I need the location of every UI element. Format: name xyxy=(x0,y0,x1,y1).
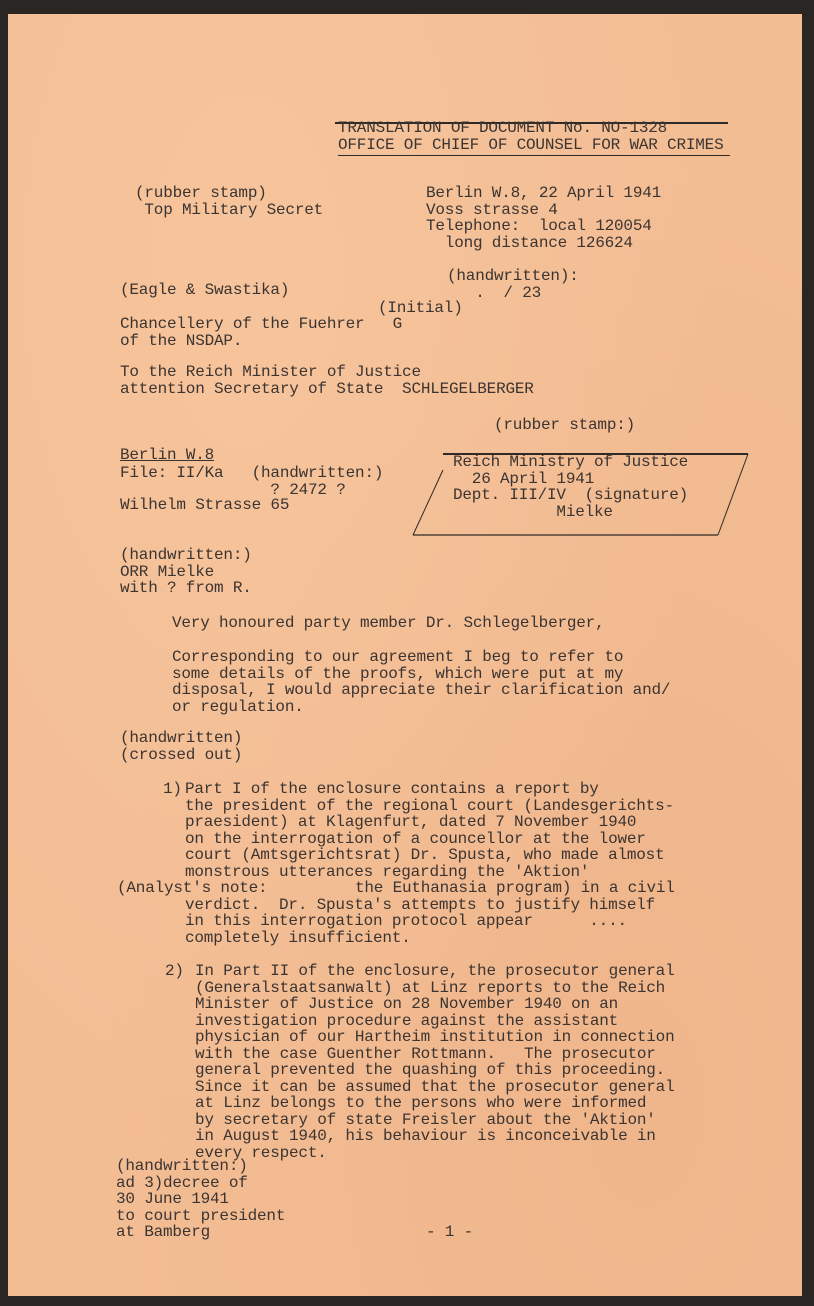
text-line: monstrous utterances regarding the 'Aktion' xyxy=(185,862,590,881)
text-line: TRANSLATION OF DOCUMENT No. NO-1328 xyxy=(338,119,668,137)
text-line: Since it can be assumed that the prosecutor general xyxy=(195,1077,675,1096)
text-line: with ? from R. xyxy=(120,579,252,597)
salutation-text: Very honoured party member Dr. Schlegelberger, xyxy=(172,614,605,632)
document-header xyxy=(338,120,723,153)
page-number-text: - 1 - xyxy=(426,1223,474,1241)
page-number xyxy=(426,1224,473,1241)
text-line: court (Amtsgerichtsrat) Dr. Spusta, who made almost xyxy=(185,846,665,864)
text-line: completely insufficient. xyxy=(185,928,411,947)
text-line: with the case Guenther Rottmann. The prosecutor xyxy=(195,1044,656,1063)
header-rule-bottom xyxy=(338,155,730,156)
text-line: general prevented the quashing of this proceeding. xyxy=(195,1061,666,1079)
text-line: physician of our Hartheim institution in connection xyxy=(195,1028,675,1046)
text-line: attention Secretary of State SCHLEGELBERGER xyxy=(120,379,534,398)
eagle-note xyxy=(120,282,289,299)
text-line: Berlin W.8, 22 April 1941 xyxy=(426,184,662,202)
text-line: (handwritten:) xyxy=(116,1157,248,1175)
text-line: at Linz belongs to the persons who were informed xyxy=(195,1094,647,1112)
text-line: OFFICE OF CHIEF OF COUNSEL FOR WAR CRIMES xyxy=(338,135,724,154)
text-line: in this interrogation protocol appear .... xyxy=(185,912,627,930)
text-line: (handwritten:) xyxy=(120,546,252,564)
analyst-prefix-text: (Analyst's note: xyxy=(117,879,268,897)
text-line: of the NSDAP. xyxy=(120,331,243,350)
recipient-street: Wilhelm Strasse 65 xyxy=(120,495,290,514)
address-block xyxy=(426,185,661,251)
text-line: To the Reich Minister of Justice xyxy=(120,363,421,381)
item-1-text xyxy=(185,781,675,946)
intro-paragraph xyxy=(172,649,670,715)
text-line: investigation procedure against the assistant xyxy=(195,1011,619,1030)
text-line: (rubber stamp) xyxy=(135,184,267,202)
text-line: ? 2472 ? xyxy=(120,480,346,499)
text-line: ad 3)decree of xyxy=(116,1173,248,1192)
text-line: verdict. Dr. Spusta's attempts to justify himself xyxy=(185,895,656,914)
text-line: . / 23 xyxy=(447,283,542,302)
text-line: 26 April 1941 xyxy=(453,469,595,488)
text-line: Minister of Justice on 28 November 1940 on an xyxy=(195,995,619,1013)
text-line: Chancellery of the Fuehrer G xyxy=(120,315,403,333)
text-line: (handwritten): xyxy=(447,267,579,285)
text-line: Top Military Secret xyxy=(135,200,324,219)
text-line: In Part II of the enclosure, the prosecutor general xyxy=(195,962,675,980)
text-line: or regulation. xyxy=(172,697,304,716)
item-number: 1) xyxy=(163,780,182,798)
recipient-city: Berlin W.8 xyxy=(120,446,215,464)
text-line: File: II/Ka (handwritten:) xyxy=(120,464,384,482)
rubber-stamp-label xyxy=(494,417,635,434)
item-1-number xyxy=(163,781,182,798)
sender-block xyxy=(120,316,402,349)
received-stamp-text xyxy=(453,454,688,520)
text-line: ORR Mielke xyxy=(120,562,215,581)
text-line: Voss strasse 4 xyxy=(426,200,558,219)
file-reference xyxy=(120,465,383,498)
initial-text: (Initial) xyxy=(378,299,463,317)
rubber-stamp-text: (rubber stamp:) xyxy=(494,416,636,434)
text-line: 30 June 1941 xyxy=(116,1190,229,1208)
secrecy-stamp-note xyxy=(135,185,323,218)
text-line: the president of the regional court (Landesgerichts- xyxy=(185,796,674,815)
text-line: praesident) at Klagenfurt, dated 7 November 1940 xyxy=(185,813,637,831)
text-line: Telephone: local 120054 xyxy=(426,217,652,235)
text-line: Reich Ministry of Justice xyxy=(453,453,689,471)
text-line: by secretary of state Freisler about the 'Aktion' xyxy=(195,1110,656,1129)
recipient-block xyxy=(120,364,534,397)
text-line: (Generalstaatsanwalt) at Linz reports to the Reich xyxy=(195,978,666,997)
text-line: every respect. xyxy=(195,1143,327,1162)
crossed-out-note xyxy=(120,730,242,763)
text-line: on the interrogation of a councellor at the lower xyxy=(185,829,646,848)
item-number: 2) xyxy=(165,962,184,980)
eagle-text: (Eagle & Swastika) xyxy=(120,281,290,299)
text-line: Dept. III/IV (signature) xyxy=(453,486,689,504)
text-line: disposal, I would appreciate their clarification and/ xyxy=(172,681,671,699)
text-line: some details of the proofs, which were put at my xyxy=(172,664,624,683)
item-2-number xyxy=(165,963,184,980)
salutation xyxy=(172,615,604,632)
text-line: to court president xyxy=(116,1206,286,1225)
item-2-text xyxy=(195,963,674,1161)
text-line: long distance 126624 xyxy=(426,233,633,252)
text-line: at Bamberg xyxy=(116,1223,211,1241)
handwritten-ref xyxy=(447,268,579,301)
handwritten-note xyxy=(120,547,252,597)
text-line: (crossed out) xyxy=(120,745,243,764)
text-line: in August 1940, his behaviour is inconceivable in xyxy=(195,1127,656,1145)
text-line: Mielke xyxy=(453,502,613,521)
text-line: Part I of the enclosure contains a report by xyxy=(185,780,599,798)
text-line: the Euthanasia program) in a civil xyxy=(355,879,675,897)
analyst-note-prefix xyxy=(117,880,267,897)
bottom-handwritten-note xyxy=(116,1158,285,1241)
text-line: Corresponding to our agreement I beg to refer to xyxy=(172,648,624,666)
text-line: (handwritten) xyxy=(120,729,243,747)
